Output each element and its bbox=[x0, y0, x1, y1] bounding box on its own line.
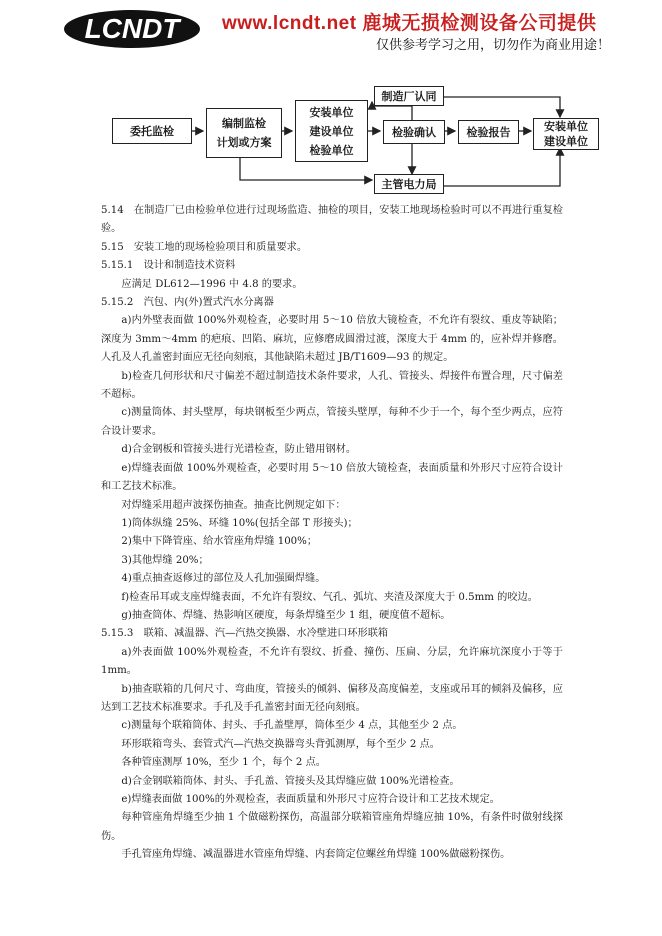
clause-5-14: 5.14 在制造厂已由检验单位进行过现场监造、抽检的项目，安装工地现场检验时可以不再进行重复检验。 bbox=[101, 205, 563, 235]
inspection-report-box bbox=[458, 120, 519, 144]
logo-text: LCNDT bbox=[84, 13, 180, 44]
install-units-box bbox=[295, 100, 368, 162]
paragraph: g)抽查筒体、焊缝、热影响区硬度，每条焊缝至少 1 组，硬度值不超标。 bbox=[121, 609, 451, 621]
page-header bbox=[0, 0, 662, 60]
paragraph: 应满足 DL612—1996 中 4.8 的要求。 bbox=[121, 278, 303, 290]
plan-label-1: 编制监检 bbox=[222, 117, 266, 130]
client-request-label: 委托监检 bbox=[130, 124, 174, 138]
paragraph: a)外表面做 100%外观检查，不允许有裂纹、折叠、撞伤、压扁、分层，允许麻坑深度小于等于 1mm。 bbox=[101, 646, 563, 677]
factory-approval-label: 制造厂认同 bbox=[381, 89, 437, 103]
inspection-confirm-box bbox=[383, 120, 445, 144]
install-label-1: 安装单位 bbox=[309, 105, 354, 119]
power-bureau-box bbox=[374, 174, 444, 194]
paragraph: f)检查吊耳或支座焊缝表面，不允许有裂纹、气孔、弧坑、夹渣及深度大于 0.5mm 的咬边。 bbox=[121, 591, 538, 603]
paragraph: b)抽查联箱的几何尺寸、弯曲度，管接头的倾斜、偏移及高度偏差，支座或吊耳的倾斜及偏移，应达到工艺技术标准要求。手孔及手孔盖密封面无径向刻痕。 bbox=[101, 683, 563, 713]
result-label-2: 建设单位 bbox=[544, 135, 588, 148]
paragraph: 每种管座角焊缝至少抽 1 个做磁粉探伤，高温部分联箱管座角焊缝应抽 10%，有条件时做射线探伤。 bbox=[101, 812, 563, 842]
plan-label-2: 计划或方案 bbox=[216, 136, 272, 149]
client-request-box bbox=[112, 118, 192, 144]
paragraph: d)合金钢板和管接头进行光谱检查，防止错用钢材。 bbox=[121, 444, 357, 456]
paragraph: d)合金钢联箱筒体、封头、手孔盖、管接头及其焊缝应做 100%光谱检查。 bbox=[121, 775, 460, 787]
paragraph: 各种管座测厚 10%，至少 1 个，每个 2 点。 bbox=[121, 757, 326, 769]
clause-5-15-1: 5.15.1 设计和制造技术资料 bbox=[101, 260, 236, 272]
inspection-confirm-label: 检验确认 bbox=[392, 125, 436, 139]
clause-5-15-2: 5.15.2 汽包、内(外)置式汽水分离器 bbox=[101, 297, 274, 309]
factory-approval-box bbox=[374, 86, 444, 106]
flowchart bbox=[0, 80, 662, 200]
lcndt-logo bbox=[62, 8, 202, 50]
paragraph: e)焊缝表面做 100%外观检查，必要时用 5～10 倍放大镜检查，表面质量和外形尺寸应符合设计和工艺技术标准。 bbox=[101, 462, 563, 493]
paragraph: c)测量筒体、封头壁厚，每块钢板至少两点，管接头壁厚，每种不少于一个，每个至少两点，应符合设计要求。 bbox=[101, 407, 563, 437]
clause-5-15: 5.15 安装工地的现场检验项目和质量要求。 bbox=[101, 241, 308, 253]
list-item: 1)筒体纵缝 25%、环缝 10%(包括全部 T 形接头)； bbox=[121, 517, 358, 529]
paragraph: 手孔管座角焊缝、减温器进水管座角焊缝、内套筒定位螺丝角焊缝 100%做磁粉探伤。 bbox=[121, 849, 511, 861]
result-label-1: 安装单位 bbox=[544, 120, 588, 133]
paragraph: 对焊缝采用超声波探伤抽查。抽查比例规定如下： bbox=[121, 499, 346, 511]
paragraph: c)测量每个联箱筒体、封头、手孔盖壁厚，筒体至少 4 点，其他至少 2 点。 bbox=[121, 720, 463, 732]
list-item: 4)重点抽查返修过的部位及人孔加强圈焊缝。 bbox=[121, 573, 326, 585]
list-item: 3)其他焊缝 20%； bbox=[121, 554, 209, 566]
power-bureau-label: 主管电力局 bbox=[381, 177, 437, 191]
install-label-3: 检验单位 bbox=[309, 143, 354, 157]
usage-note: 仅供参考学习之用，切勿作为商业用途！ bbox=[376, 38, 611, 53]
clause-5-15-3: 5.15.3 联箱、减温器、汽—汽热交换器、水冷壁进口环形联箱 bbox=[101, 628, 389, 640]
paragraph: b)检查几何形状和尺寸偏差不超过制造技术条件要求，人孔、管接头、焊接件布置合理，尺寸偏差不超标。 bbox=[101, 370, 563, 401]
site-banner: www.lcndt.net 鹿城无损检测设备公司提供 bbox=[222, 13, 597, 34]
list-item: 2)集中下降管座、给水管座角焊缝 100%； bbox=[121, 536, 318, 548]
paragraph: e)焊缝表面做 100%的外观检查，表面质量和外形尺寸应符合设计和工艺技术规定。 bbox=[121, 794, 500, 805]
result-units-box bbox=[533, 118, 599, 150]
inspection-report-label: 检验报告 bbox=[466, 125, 511, 139]
paragraph: a)内外壁表面做 100%外观检查，必要时用 5～10 倍放大镜检查，不允许有裂纹、重皮等缺陷；深度为 3mm～4mm 的疤痕、凹陷、麻坑，应修磨成圆滑过渡，深度大于 4mm 的，应补焊并修磨。人孔及人孔盖密封面应无径向刻痕，其他缺陷未超过 JB/T1609—93 的规定。 bbox=[101, 315, 563, 364]
plan-box bbox=[206, 108, 282, 158]
document-body bbox=[101, 202, 563, 865]
install-label-2: 建设单位 bbox=[309, 124, 354, 138]
paragraph: 环形联箱弯头、套管式汽—汽热交换器弯头背弧测厚，每个至少 2 点。 bbox=[121, 738, 440, 750]
